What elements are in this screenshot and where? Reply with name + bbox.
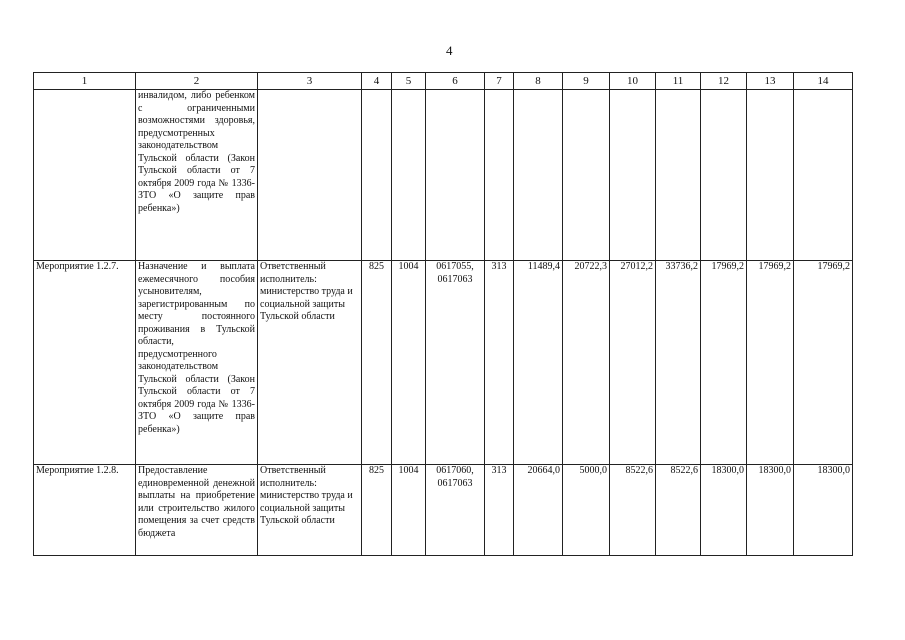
cell-value [656, 90, 701, 261]
cell-value: 18300,0 [747, 465, 794, 556]
cell-section: 1004 [392, 261, 426, 465]
col-header-6: 6 [426, 73, 485, 90]
cell-grbs: 825 [362, 261, 392, 465]
cell-expense-type: 313 [485, 465, 514, 556]
cell-value: 17969,2 [794, 261, 853, 465]
cell-value [610, 90, 656, 261]
col-header-9: 9 [563, 73, 610, 90]
cell-value: 8522,6 [610, 465, 656, 556]
cell-value [701, 90, 747, 261]
cell-description: Предоставление единовременной денежной выплаты на приобретение или строительство жилого помещения за счет средств бюджета [136, 465, 258, 556]
cell-value: 11489,4 [514, 261, 563, 465]
col-header-11: 11 [656, 73, 701, 90]
cell-value: 18300,0 [794, 465, 853, 556]
cell-value [563, 90, 610, 261]
cell-expense-type: 313 [485, 261, 514, 465]
cell-grbs: 825 [362, 465, 392, 556]
cell-value [794, 90, 853, 261]
cell-executor [258, 90, 362, 261]
cell-measure: Мероприятие 1.2.8. [34, 465, 136, 556]
cell-measure: Мероприятие 1.2.7. [34, 261, 136, 465]
cell-value: 33736,2 [656, 261, 701, 465]
col-header-13: 13 [747, 73, 794, 90]
cell-value: 20664,0 [514, 465, 563, 556]
table-row [34, 90, 853, 261]
col-header-12: 12 [701, 73, 747, 90]
cell-target-article [426, 90, 485, 261]
budget-table [33, 72, 853, 556]
col-header-1: 1 [34, 73, 136, 90]
cell-description: инвалидом, либо ребенком с ограниченными возможностями здоровья, предусмотренных законодательством Тульской области (Закон Тульской области от 7 октября 2009 года № 1336-ЗТО «О защите прав ребенка») [136, 90, 258, 261]
cell-target-article: 0617060, 0617063 [426, 465, 485, 556]
col-header-10: 10 [610, 73, 656, 90]
col-header-4: 4 [362, 73, 392, 90]
cell-value: 17969,2 [701, 261, 747, 465]
table-row [34, 465, 853, 556]
cell-target-article: 0617055, 0617063 [426, 261, 485, 465]
cell-section: 1004 [392, 465, 426, 556]
cell-value: 18300,0 [701, 465, 747, 556]
header-row [34, 73, 853, 90]
cell-executor: Ответственный исполнитель: министерство труда и социальной защиты Тульской области [258, 465, 362, 556]
cell-expense-type [485, 90, 514, 261]
table-row [34, 261, 853, 465]
page-number: 4 [446, 43, 453, 58]
col-header-5: 5 [392, 73, 426, 90]
cell-value [514, 90, 563, 261]
cell-measure [34, 90, 136, 261]
cell-value: 17969,2 [747, 261, 794, 465]
col-header-7: 7 [485, 73, 514, 90]
cell-grbs [362, 90, 392, 261]
col-header-3: 3 [258, 73, 362, 90]
cell-executor: Ответственный исполнитель: министерство труда и социальной защиты Тульской области [258, 261, 362, 465]
col-header-2: 2 [136, 73, 258, 90]
col-header-14: 14 [794, 73, 853, 90]
cell-description: Назначение и выплата ежемесячного пособия усыновителям, зарегистрированным по месту постоянного проживания в Тульской области, предусмотренного законодательством Тульской области (Закон Тульской области от 7 октября 2009 года № 1336-ЗТО «О защите прав ребенка») [136, 261, 258, 465]
cell-value: 27012,2 [610, 261, 656, 465]
cell-section [392, 90, 426, 261]
cell-value: 8522,6 [656, 465, 701, 556]
cell-value [747, 90, 794, 261]
cell-value: 20722,3 [563, 261, 610, 465]
cell-value: 5000,0 [563, 465, 610, 556]
col-header-8: 8 [514, 73, 563, 90]
